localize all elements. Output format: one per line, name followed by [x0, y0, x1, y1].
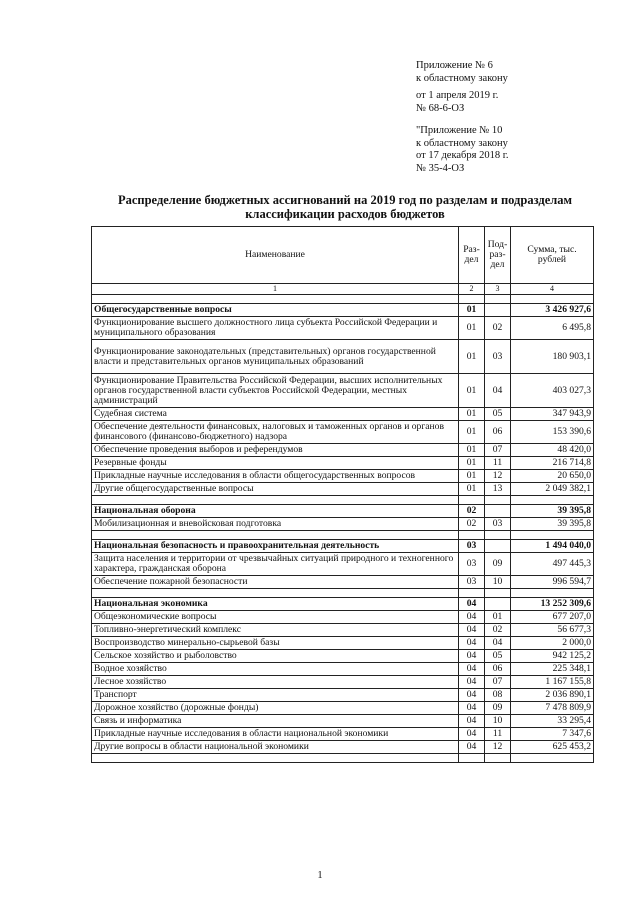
row-subsection-cell: 05 [485, 408, 511, 421]
blank-cell [485, 496, 511, 505]
row-sum-cell: 942 125,2 [511, 650, 594, 663]
row-section-cell: 04 [459, 728, 485, 741]
row-subsection-cell: 02 [485, 317, 511, 340]
row-section-cell: 01 [459, 444, 485, 457]
row-subsection-cell: 11 [485, 728, 511, 741]
row-subsection-cell: 04 [485, 374, 511, 408]
row-name-cell: Резервные фонды [92, 457, 459, 470]
row-name-cell: Другие вопросы в области национальной экономики [92, 741, 459, 754]
row-sum-cell: 7 347,6 [511, 728, 594, 741]
section-group-row [92, 540, 594, 553]
row-subsection-cell: 01 [485, 611, 511, 624]
table-row [92, 728, 594, 741]
section-group-row [92, 505, 594, 518]
row-name-cell: Национальная экономика [92, 598, 459, 611]
prev-appendix-number: "Приложение № 10 [416, 125, 503, 136]
header-section: Раз-дел [459, 227, 485, 284]
prev-appendix-date: от 17 декабря 2018 г. [416, 150, 509, 161]
table-row [92, 457, 594, 470]
header-subsection: Под-раз-дел [485, 227, 511, 284]
table-row [92, 408, 594, 421]
row-section-cell: 01 [459, 317, 485, 340]
row-sum-cell: 6 495,8 [511, 317, 594, 340]
row-subsection-cell: 08 [485, 689, 511, 702]
blank-cell [459, 754, 485, 763]
row-name-cell: Связь и информатика [92, 715, 459, 728]
row-section-cell: 01 [459, 304, 485, 317]
row-section-cell: 04 [459, 650, 485, 663]
page-number: 1 [317, 870, 323, 881]
blank-cell [511, 589, 594, 598]
row-sum-cell: 403 027,3 [511, 374, 594, 408]
row-sum-cell: 7 478 809,9 [511, 702, 594, 715]
row-name-cell: Сельское хозяйство и рыболовство [92, 650, 459, 663]
row-subsection-cell: 12 [485, 470, 511, 483]
row-section-cell: 04 [459, 741, 485, 754]
table-index-row [92, 284, 594, 295]
appendix-law-number: № 68-6-ОЗ [416, 102, 465, 114]
document-title: Распределение бюджетных ассигнований на 2019 год по разделам и подразделам классификации расходов бюджетов [117, 193, 573, 221]
blank-cell [459, 531, 485, 540]
row-name-cell: Обеспечение пожарной безопасности [92, 576, 459, 589]
row-subsection-cell: 10 [485, 715, 511, 728]
row-sum-cell: 33 295,4 [511, 715, 594, 728]
row-name-cell: Лесное хозяйство [92, 676, 459, 689]
index-cell: 4 [511, 284, 594, 295]
row-name-cell: Функционирование Правительства Российской Федерации, высших исполнительных органов государственной власти субъектов Российской Федерации, местных администраций [92, 374, 459, 408]
row-subsection-cell: 03 [485, 340, 511, 374]
row-subsection-cell: 12 [485, 741, 511, 754]
row-sum-cell: 625 453,2 [511, 741, 594, 754]
row-subsection-cell: 05 [485, 650, 511, 663]
row-sum-cell: 2 049 382,1 [511, 483, 594, 496]
row-section-cell: 04 [459, 715, 485, 728]
row-subsection-cell: 07 [485, 676, 511, 689]
row-name-cell: Топливно-энергетический комплекс [92, 624, 459, 637]
row-name-cell: Воспроизводство минерально-сырьевой базы [92, 637, 459, 650]
row-subsection-cell [485, 598, 511, 611]
table-row [92, 702, 594, 715]
row-sum-cell: 39 395,8 [511, 505, 594, 518]
table-row [92, 650, 594, 663]
table-row [92, 624, 594, 637]
table-row [92, 483, 594, 496]
blank-row [92, 589, 594, 598]
blank-cell [92, 496, 459, 505]
blank-cell [92, 531, 459, 540]
table-row [92, 553, 594, 576]
row-name-cell: Защита населения и территории от чрезвычайных ситуаций природного и техногенного характера, гражданская оборона [92, 553, 459, 576]
row-name-cell: Функционирование высшего должностного лица субъекта Российской Федерации и муниципального образования [92, 317, 459, 340]
blank-cell [92, 754, 459, 763]
prev-appendix-law-ref: к областному закону [416, 137, 508, 149]
row-subsection-cell: 06 [485, 421, 511, 444]
table-row [92, 637, 594, 650]
row-sum-cell: 153 390,6 [511, 421, 594, 444]
row-subsection-cell: 07 [485, 444, 511, 457]
row-section-cell: 02 [459, 518, 485, 531]
row-section-cell: 04 [459, 676, 485, 689]
table-row [92, 518, 594, 531]
row-sum-cell: 996 594,7 [511, 576, 594, 589]
row-section-cell: 01 [459, 340, 485, 374]
blank-cell [92, 295, 459, 304]
row-name-cell: Судебная система [92, 408, 459, 421]
row-sum-cell: 48 420,0 [511, 444, 594, 457]
header-name: Наименование [92, 227, 459, 284]
blank-cell [459, 589, 485, 598]
blank-cell [459, 496, 485, 505]
row-name-cell: Водное хозяйство [92, 663, 459, 676]
row-sum-cell: 13 252 309,6 [511, 598, 594, 611]
blank-row [92, 496, 594, 505]
row-name-cell: Национальная оборона [92, 505, 459, 518]
row-subsection-cell: 10 [485, 576, 511, 589]
table-row [92, 611, 594, 624]
table-row [92, 676, 594, 689]
table-row [92, 444, 594, 457]
row-sum-cell: 2 036 890,1 [511, 689, 594, 702]
budget-table [91, 226, 594, 763]
blank-cell [511, 754, 594, 763]
row-section-cell: 01 [459, 470, 485, 483]
row-name-cell: Другие общегосударственные вопросы [92, 483, 459, 496]
table-row [92, 317, 594, 340]
table-row [92, 715, 594, 728]
row-subsection-cell [485, 304, 511, 317]
row-name-cell: Общегосударственные вопросы [92, 304, 459, 317]
blank-cell [485, 295, 511, 304]
row-sum-cell: 225 348,1 [511, 663, 594, 676]
row-section-cell: 03 [459, 540, 485, 553]
row-section-cell: 01 [459, 374, 485, 408]
prev-appendix-law-number: № 35-4-ОЗ [416, 162, 465, 174]
row-subsection-cell: 13 [485, 483, 511, 496]
row-name-cell: Транспорт [92, 689, 459, 702]
table-body [92, 295, 594, 763]
row-section-cell: 04 [459, 637, 485, 650]
table-header-row [92, 227, 594, 284]
row-section-cell: 01 [459, 457, 485, 470]
table-row [92, 741, 594, 754]
blank-cell [459, 295, 485, 304]
table-row [92, 470, 594, 483]
row-section-cell: 03 [459, 553, 485, 576]
blank-row [92, 754, 594, 763]
blank-cell [511, 496, 594, 505]
row-section-cell: 03 [459, 576, 485, 589]
row-subsection-cell: 06 [485, 663, 511, 676]
index-cell: 3 [485, 284, 511, 295]
index-cell: 1 [92, 284, 459, 295]
table-row [92, 421, 594, 444]
table-row [92, 576, 594, 589]
row-name-cell: Функционирование законодательных (представительных) органов государственной власти и представительных органов муниципальных образований [92, 340, 459, 374]
row-sum-cell: 39 395,8 [511, 518, 594, 531]
row-section-cell: 01 [459, 421, 485, 444]
row-name-cell: Общеэкономические вопросы [92, 611, 459, 624]
appendix-date: от 1 апреля 2019 г. [416, 90, 499, 101]
appendix-law-ref: к областному закону [416, 72, 508, 84]
row-sum-cell: 180 903,1 [511, 340, 594, 374]
table-row [92, 663, 594, 676]
index-cell: 2 [459, 284, 485, 295]
row-sum-cell: 3 426 927,6 [511, 304, 594, 317]
row-sum-cell: 677 207,0 [511, 611, 594, 624]
row-section-cell: 02 [459, 505, 485, 518]
row-name-cell: Прикладные научные исследования в области национальной экономики [92, 728, 459, 741]
blank-cell [92, 589, 459, 598]
row-sum-cell: 497 445,3 [511, 553, 594, 576]
row-section-cell: 04 [459, 611, 485, 624]
row-sum-cell: 1 494 040,0 [511, 540, 594, 553]
blank-cell [511, 295, 594, 304]
row-section-cell: 01 [459, 483, 485, 496]
row-name-cell: Обеспечение деятельности финансовых, налоговых и таможенных органов и органов финансового (финансово-бюджетного) надзора [92, 421, 459, 444]
row-subsection-cell [485, 505, 511, 518]
table-row [92, 689, 594, 702]
table-row [92, 374, 594, 408]
row-subsection-cell: 09 [485, 553, 511, 576]
blank-cell [485, 754, 511, 763]
header-sum: Сумма, тыс. рублей [511, 227, 594, 284]
row-subsection-cell: 11 [485, 457, 511, 470]
blank-cell [485, 589, 511, 598]
row-sum-cell: 347 943,9 [511, 408, 594, 421]
row-sum-cell: 2 000,0 [511, 637, 594, 650]
blank-cell [485, 531, 511, 540]
blank-cell [511, 531, 594, 540]
row-section-cell: 01 [459, 408, 485, 421]
row-sum-cell: 20 650,0 [511, 470, 594, 483]
row-subsection-cell [485, 540, 511, 553]
row-subsection-cell: 03 [485, 518, 511, 531]
row-subsection-cell: 02 [485, 624, 511, 637]
row-sum-cell: 1 167 155,8 [511, 676, 594, 689]
row-subsection-cell: 04 [485, 637, 511, 650]
row-name-cell: Обеспечение проведения выборов и референдумов [92, 444, 459, 457]
row-section-cell: 04 [459, 598, 485, 611]
row-section-cell: 04 [459, 624, 485, 637]
row-name-cell: Дорожное хозяйство (дорожные фонды) [92, 702, 459, 715]
row-section-cell: 04 [459, 689, 485, 702]
section-group-row [92, 598, 594, 611]
row-section-cell: 04 [459, 663, 485, 676]
table-row [92, 340, 594, 374]
row-name-cell: Прикладные научные исследования в области общегосударственных вопросов [92, 470, 459, 483]
appendix-header [416, 60, 616, 175]
row-name-cell: Национальная безопасность и правоохранительная деятельность [92, 540, 459, 553]
section-group-row [92, 304, 594, 317]
row-subsection-cell: 09 [485, 702, 511, 715]
row-sum-cell: 56 677,3 [511, 624, 594, 637]
blank-row [92, 295, 594, 304]
row-section-cell: 04 [459, 702, 485, 715]
row-name-cell: Мобилизационная и вневойсковая подготовка [92, 518, 459, 531]
appendix-number: Приложение № 6 [416, 60, 493, 71]
blank-row [92, 531, 594, 540]
row-sum-cell: 216 714,8 [511, 457, 594, 470]
